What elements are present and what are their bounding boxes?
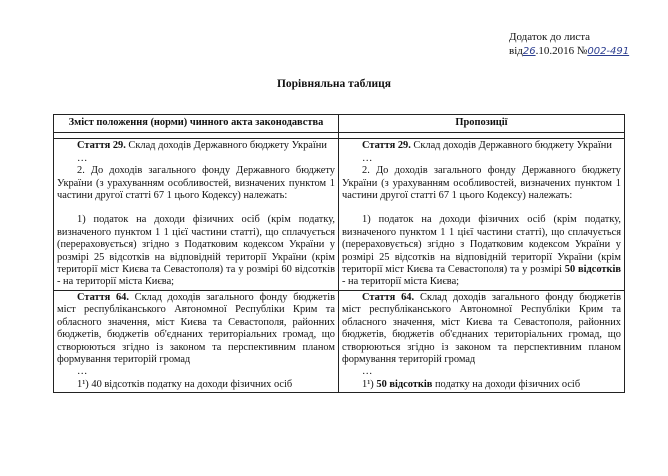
row2-proposal bbox=[339, 290, 625, 392]
ellipsis: … bbox=[77, 152, 88, 164]
article-label: Стаття 64. bbox=[77, 291, 129, 303]
document-title: Порівняльна таблиця bbox=[276, 78, 392, 90]
text-span: 1) податок на доходи фізичних осіб (крім податку, визначеного пунктом 1 1 цієї частини статті), що сплачується (перераховується) згідно з Податковим кодексом України у розмірі 25 відсотків на відповідній території України (крім території міст Києва та Севастополя) та у розмірі bbox=[342, 214, 621, 276]
article-text: Склад доходів Державного бюджету України bbox=[410, 140, 612, 152]
paragraph bbox=[342, 379, 621, 391]
highlighted-change: 50 відсотків bbox=[564, 264, 621, 276]
highlighted-change: 50 відсотків bbox=[376, 378, 433, 390]
attachment-line1: Додаток до листа bbox=[509, 31, 591, 43]
paragraph bbox=[342, 214, 621, 288]
table-row bbox=[54, 139, 625, 290]
text-span: 1¹) bbox=[362, 378, 377, 390]
comparison-table bbox=[53, 114, 625, 393]
article-text: Склад доходів загального фонду бюджетів міст республіканського Автономної Республіки Крим та обласного значення, міст Києва та Севастополя, районних бюджетів, бюджетів об'єднаних територіальних громад, що створюються згідно із законом та перспективним планом формування територій громад bbox=[57, 291, 335, 365]
ellipsis: … bbox=[362, 152, 373, 164]
table-row bbox=[54, 290, 625, 392]
paragraph: 1) податок на доходи фізичних осіб (крім податку, визначеного пунктом 1 1 цієї частини статті), що сплачується (перераховується) згідно з Податковим кодексом України у розмірі 25 відсотків на відповідній території України (крім території міст Києва та Севастополя) та у розмірі 60 відсотків - на території міста Києва; bbox=[57, 214, 335, 288]
attachment-note bbox=[509, 30, 629, 59]
attachment-prefix: від bbox=[509, 45, 523, 57]
ellipsis: … bbox=[77, 366, 88, 378]
paragraph: 2. До доходів загального фонду Державного бюджету України (з урахуванням особливостей, визначених пунктом 1 частини другої статті 67 1 цього Кодексу) належать: bbox=[57, 165, 335, 202]
handwritten-number: 002-491 bbox=[587, 46, 630, 57]
text-span: - на території міста Києва; bbox=[342, 276, 460, 288]
header-proposals: Пропозиції bbox=[339, 115, 625, 133]
article-label: Стаття 64. bbox=[362, 291, 415, 303]
attachment-date-rest: .10.2016 № bbox=[535, 45, 588, 57]
article-text: Склад доходів Державного бюджету України bbox=[125, 140, 327, 152]
attachment-line2 bbox=[509, 44, 629, 59]
article-label: Стаття 29. bbox=[77, 140, 126, 152]
paragraph: 2. До доходів загального фонду Державного бюджету України (з урахуванням особливостей, визначених пунктом 1 частини другої статті 67 1 цього Кодексу) належать: bbox=[342, 165, 621, 202]
article-label: Стаття 29. bbox=[362, 140, 411, 152]
row1-current bbox=[54, 139, 339, 290]
header-current-law: Зміст положення (норми) чинного акта законодавства bbox=[54, 115, 339, 133]
text-span: податку на доходи фізичних осіб bbox=[432, 378, 581, 390]
ellipsis: … bbox=[362, 366, 373, 378]
paragraph: 1¹) 40 відсотків податку на доходи фізичних осіб bbox=[77, 378, 293, 390]
row2-current bbox=[54, 290, 339, 392]
article-text: Склад доходів загального фонду бюджетів міст республіканського Автономної Республіки Крим та обласного значення, міст Києва та Севастополя, районних бюджетів, бюджетів об'єднаних територіальних громад, що створюються згідно із законом та перспективним планом формування територій громад bbox=[342, 291, 621, 365]
row1-proposal bbox=[339, 139, 625, 290]
table-header-row bbox=[54, 115, 625, 133]
handwritten-date: 26 bbox=[522, 46, 536, 57]
